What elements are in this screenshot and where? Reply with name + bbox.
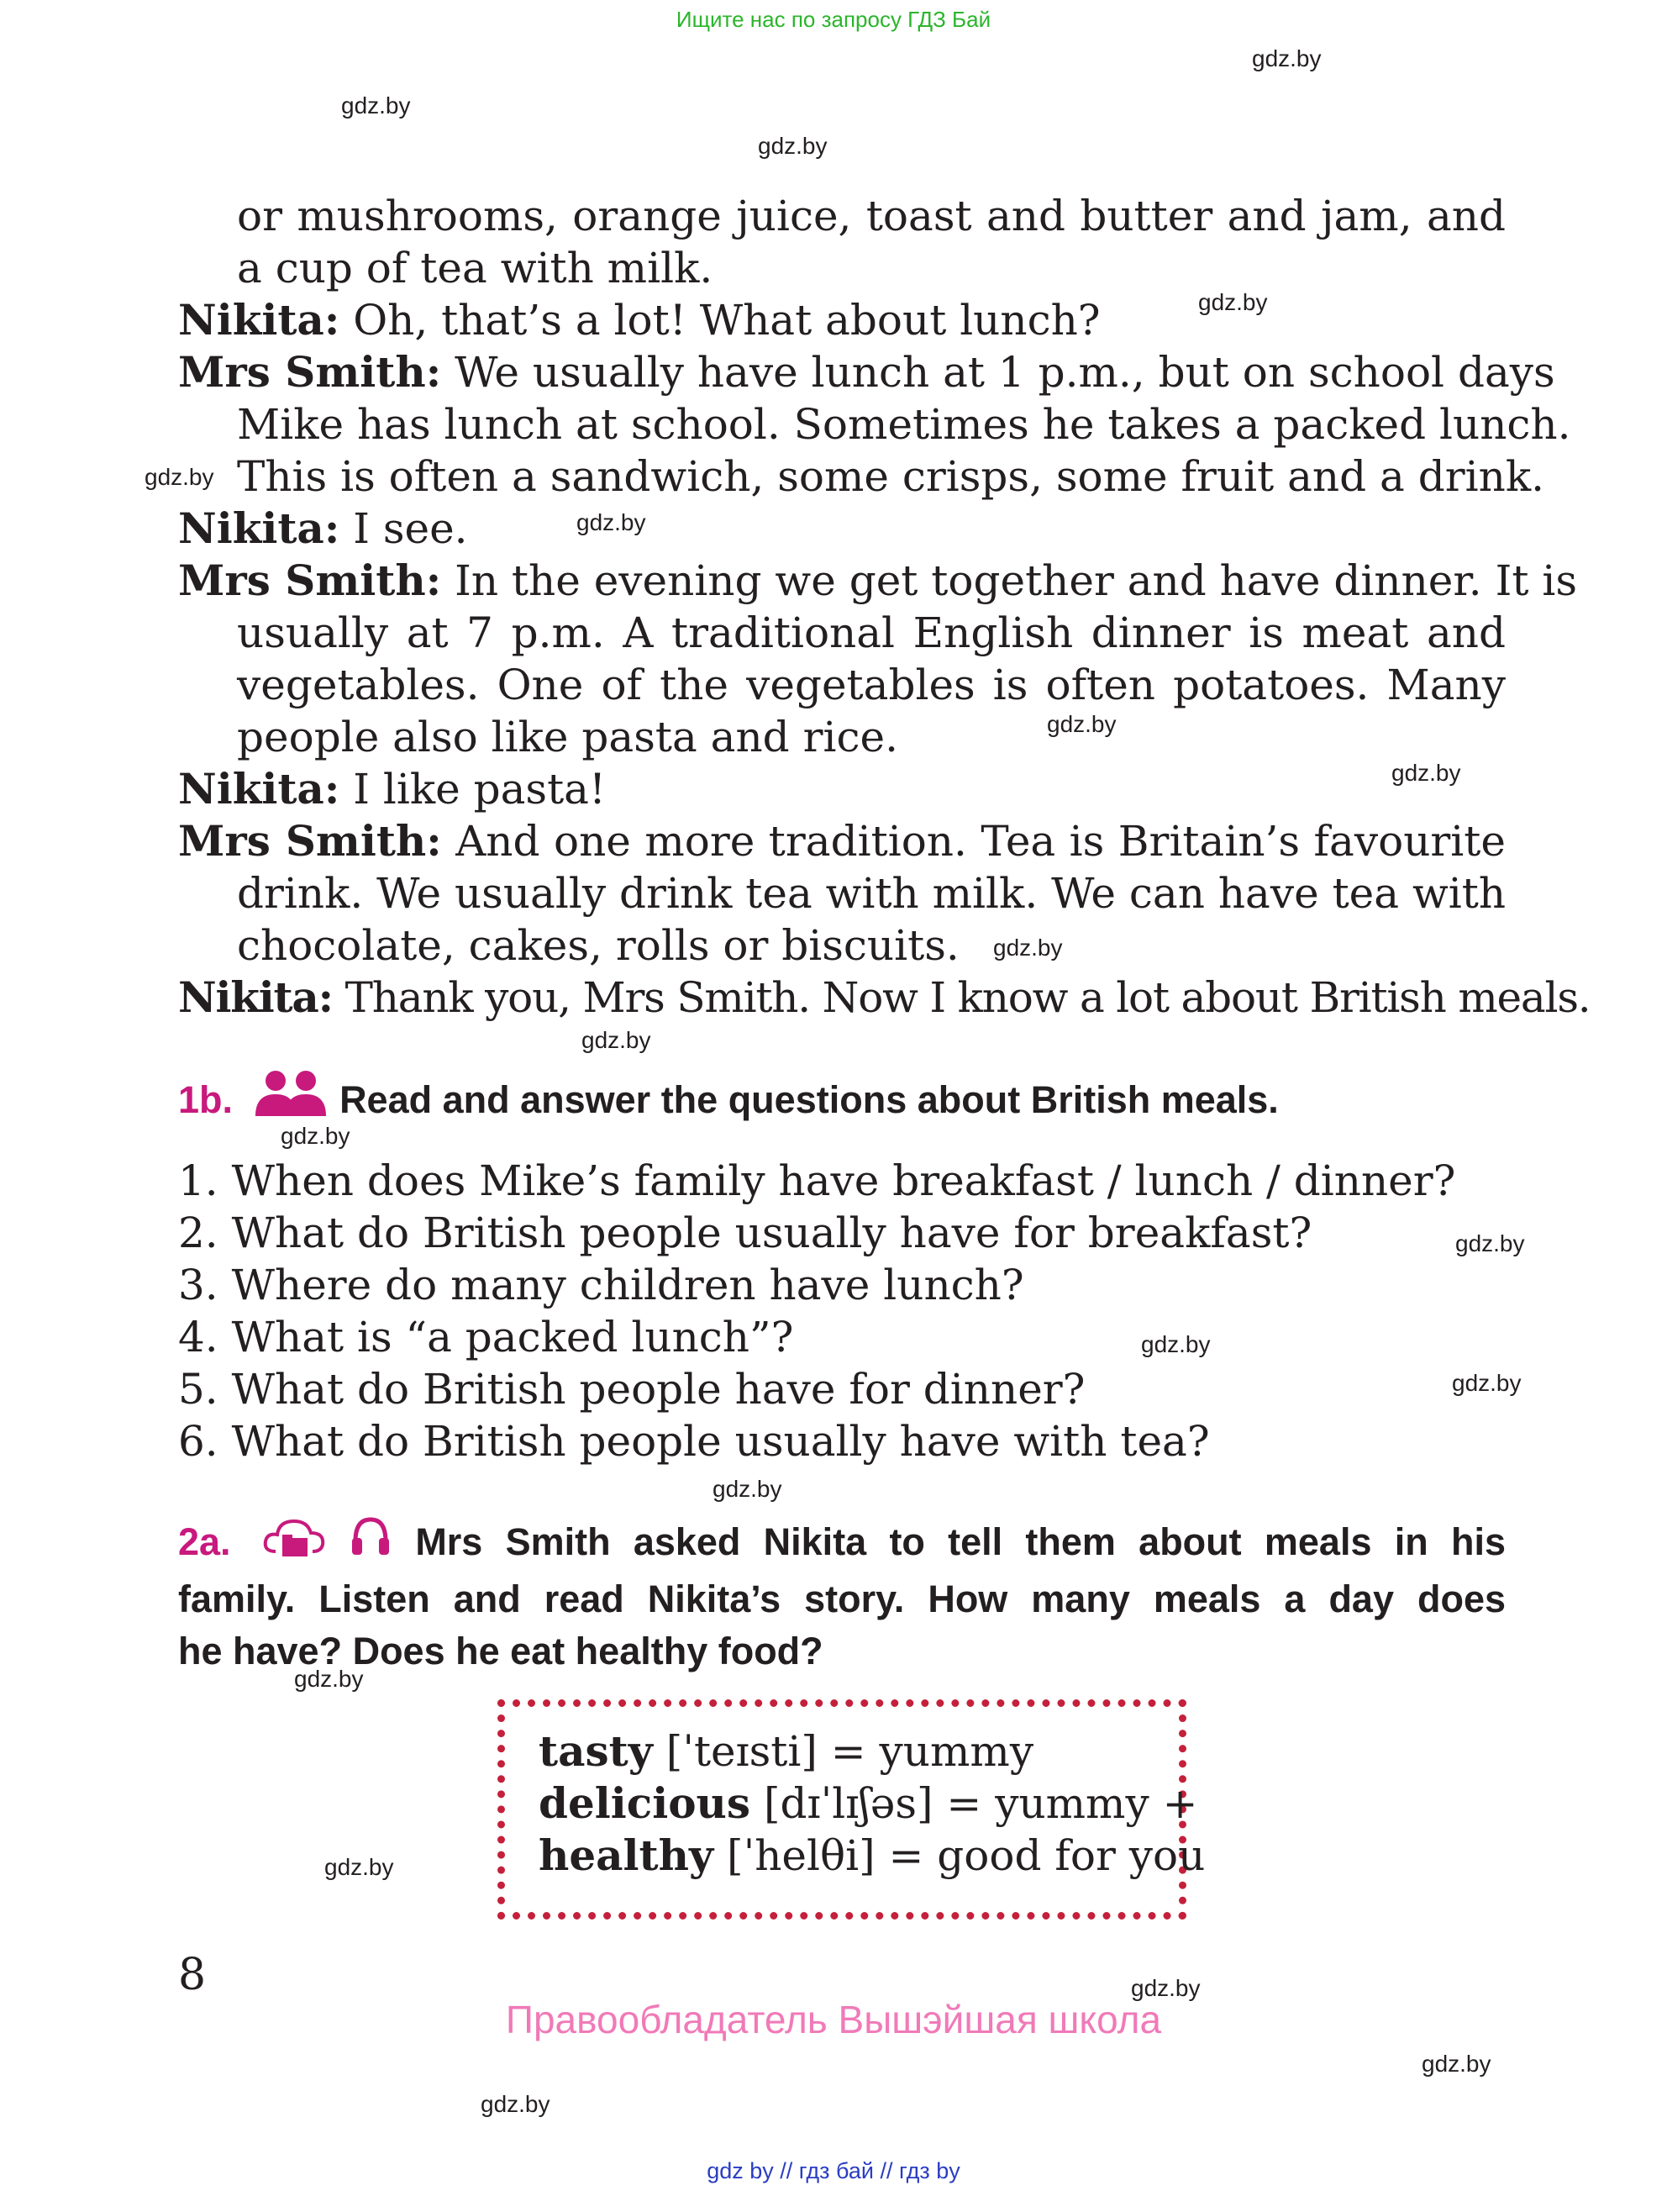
speaker-name: Nikita:: [178, 764, 340, 814]
watermark: gdz.by: [1047, 711, 1117, 737]
watermark: gdz.by: [1422, 2051, 1491, 2077]
question-item: 4. What is “a packed lunch”?: [178, 1313, 794, 1361]
watermark: gdz.by: [581, 1027, 651, 1053]
vocab-entry: tasty [ˈteɪsti] = yummy: [539, 1726, 1034, 1776]
watermark: gdz.by: [145, 464, 214, 490]
dialogue-line: Nikita: Thank you, Mrs Smith. Now I know a lot about British meals.: [178, 972, 1591, 1022]
task-2a-line: he have? Does he eat healthy food?: [178, 1630, 823, 1672]
question-item: 2. What do British people usually have for breakfast?: [178, 1209, 1312, 1257]
dialogue-line: a cup of tea with milk.: [237, 244, 713, 292]
watermark: gdz.by: [1391, 760, 1461, 786]
watermark: gdz.by: [1131, 1975, 1201, 2001]
watermark: gdz.by: [1252, 45, 1322, 71]
watermark: gdz.by: [481, 2091, 550, 2117]
speaker-name: Nikita:: [178, 503, 340, 553]
task-2a-line: family. Listen and read Nikita’s story. How many meals a day does: [178, 1577, 1506, 1620]
dialogue-line: usually at 7 p.m. A traditional English dinner is meat and: [237, 608, 1506, 657]
footer-links[interactable]: gdz by // гдз бай // гдз by: [707, 2158, 960, 2183]
task-2a-heading: [178, 1514, 1506, 1677]
dialogue-line: Mrs Smith: And one more tradition. Tea is Britain’s favourite: [178, 816, 1506, 866]
page-number: 8: [178, 1950, 207, 2000]
dialogue-line: Nikita: I like pasta!: [178, 764, 607, 814]
watermark: gdz.by: [713, 1476, 782, 1502]
watermark: gdz.by: [758, 133, 828, 159]
vocabulary-box: [497, 1699, 1206, 1920]
pair-work-icon: [252, 1069, 329, 1131]
copyright-notice: Правообладатель Вышэйшая школа: [505, 1998, 1162, 2041]
speaker-name: Mrs Smith:: [178, 347, 442, 397]
question-item: 3. Where do many children have lunch?: [178, 1261, 1024, 1309]
speaker-name: Mrs Smith:: [178, 556, 442, 605]
task-number: 1b.: [178, 1078, 234, 1121]
watermark: gdz.by: [341, 92, 411, 118]
question-item: 1. When does Mike’s family have breakfast / lunch / dinner?: [178, 1156, 1456, 1205]
watermark: gdz.by: [324, 1854, 394, 1880]
watermark: gdz.by: [1198, 289, 1268, 315]
question-item: 6. What do British people usually have with tea?: [178, 1417, 1210, 1466]
task-title: Read and answer the questions about British meals.: [339, 1078, 1279, 1121]
dialogue-line: vegetables. One of the vegetables is often potatoes. Many: [237, 661, 1506, 709]
dialogue-line: Nikita: Oh, that’s a lot! What about lunch?: [178, 295, 1101, 345]
dialogue-line: Mrs Smith: We usually have lunch at 1 p.m., but on school days: [178, 347, 1555, 397]
watermark: gdz.by: [1452, 1370, 1522, 1396]
dialogue-line: Nikita: I see.: [178, 503, 468, 553]
dialogue-line: chocolate, cakes, rolls or biscuits.: [237, 921, 960, 970]
watermark: gdz.by: [281, 1123, 350, 1149]
watermark: gdz.by: [1455, 1230, 1525, 1256]
dialogue-line: Mike has lunch at school. Sometimes he takes a packed lunch.: [237, 400, 1571, 449]
dialogue-line: This is often a sandwich, some crisps, some fruit and a drink.: [237, 452, 1545, 501]
speaker-name: Nikita:: [178, 295, 340, 345]
vocab-entry: delicious [dɪˈlɪʃəs] = yummy +: [539, 1778, 1198, 1828]
task-1b-heading: [178, 1069, 1279, 1131]
vocab-entry: healthy [ˈhelθi] = good for you: [539, 1830, 1206, 1880]
cloud-folder-icon: [262, 1514, 326, 1573]
task-2a-line: 2a. Mrs Smith asked Nikita to tell them about meals in his: [178, 1514, 1506, 1573]
watermark: gdz.by: [1141, 1331, 1211, 1357]
speaker-name: Nikita:: [178, 972, 333, 1022]
watermark: gdz.by: [294, 1666, 364, 1692]
dialogue-line: drink. We usually drink tea with milk. We can have tea with: [237, 869, 1507, 918]
watermark: gdz.by: [993, 935, 1063, 961]
dialogue-line: people also like pasta and rice.: [237, 713, 898, 761]
speaker-name: Mrs Smith:: [178, 816, 442, 866]
watermark: gdz.by: [576, 509, 646, 535]
task-number: 2a.: [178, 1520, 231, 1563]
question-item: 5. What do British people have for dinner?: [178, 1365, 1086, 1414]
dialogue-line: Mrs Smith: In the evening we get together and have dinner. It is: [178, 556, 1577, 605]
headphones-icon: [349, 1514, 392, 1573]
dialogue-line: or mushrooms, orange juice, toast and butter and jam, and: [237, 192, 1506, 240]
top-search-note: Ищите нас по запросу ГДЗ Бай: [676, 7, 991, 32]
